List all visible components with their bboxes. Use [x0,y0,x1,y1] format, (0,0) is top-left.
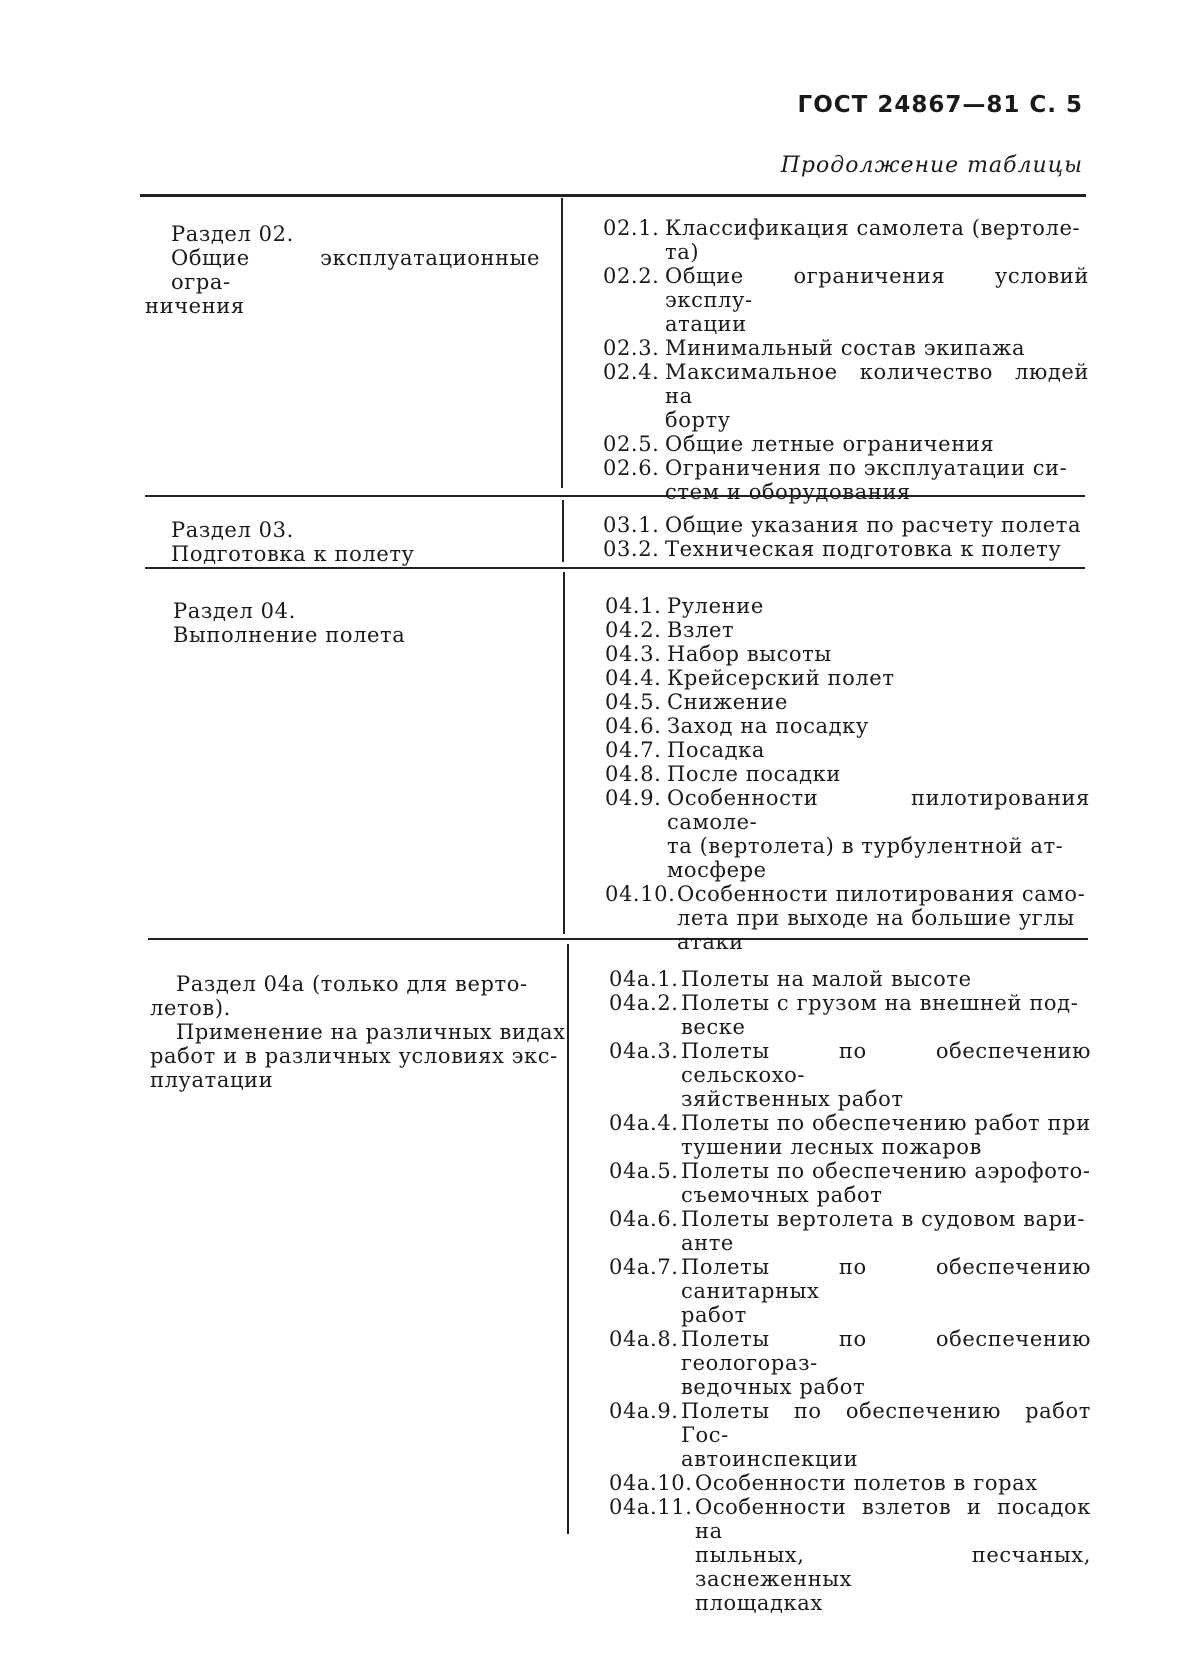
item-number: 02.1. [603,216,660,240]
list-item [605,594,1090,618]
list-item [605,738,1090,762]
list-item [603,336,1089,360]
item-text: Техническая подготовка к полету [665,537,1062,561]
item-text: Общие ограничения условий эксплу- атации [665,264,1089,336]
item-text: Полеты по обеспечению сельскохо- зяйственных работ [681,1039,1091,1111]
item-number: 02.6. [603,456,660,480]
list-item [609,1327,1091,1399]
item-number: 04а.5. [609,1159,679,1183]
item-text: Полеты по обеспечению аэрофото- съемочных работ [681,1159,1091,1207]
list-item [605,690,1090,714]
item-text: Особенности взлетов и посадок на пыльных, песчаных, заснеженных площадках [695,1495,1091,1615]
item-text: Полеты по обеспечению санитарных работ [681,1255,1091,1327]
item-number: 04.5. [605,690,662,714]
item-number: 03.2. [603,537,660,561]
list-item [603,264,1089,336]
item-number: 04а.3. [609,1039,679,1063]
section-title-line: плуатации [150,1068,274,1092]
item-text: Общие летные ограничения [665,432,995,456]
section-items [603,216,1089,504]
item-text: Крейсерский полет [667,666,895,690]
column-separator [563,572,565,934]
list-item [605,714,1090,738]
table-top-rule [140,194,1086,197]
section-title-line: Раздел 04. [173,599,296,623]
item-text: Снижение [667,690,789,714]
item-text: Полеты по обеспечению работ Гос- автоинспекции [681,1399,1091,1471]
section-items [605,594,1090,954]
item-text: Полеты на малой высоте [681,967,972,991]
list-item [609,991,1091,1039]
section-title-line: Применение на различных видах [176,1020,566,1044]
item-text: Особенности полетов в горах [695,1471,1038,1495]
item-text: Максимальное количество людей на борту [665,360,1089,432]
item-text: Набор высоты [667,642,832,666]
item-text: Особенности пилотирования само- лета при выходе на большие углы атаки [677,882,1086,954]
item-number: 04а.2. [609,991,679,1015]
list-item [605,618,1090,642]
list-item [609,967,1091,991]
item-number: 04.9. [605,786,662,810]
item-number: 02.3. [603,336,660,360]
section-title-line: Раздел 03. [171,518,294,542]
item-text: Полеты с грузом на внешней под- веске [681,991,1079,1039]
item-text: Ограничения по эксплуатации си- стем и оборудования [665,456,1068,504]
page-header: ГОСТ 24867—81 С. 5 [797,92,1083,118]
item-text: Классификация самолета (вертоле- та) [665,216,1081,264]
list-item [609,1111,1091,1159]
item-text: Руление [667,594,764,618]
section-title-line: Раздел 02. [171,222,294,246]
item-text: Посадка [667,738,766,762]
list-item [605,666,1090,690]
item-number: 04.2. [605,618,662,642]
list-item [609,1399,1091,1471]
item-number: 04.1. [605,594,662,618]
list-item [609,1495,1091,1615]
list-item [605,882,1090,954]
item-text: Полеты вертолета в судовом вари- анте [681,1207,1086,1255]
item-text: После посадки [667,762,841,786]
column-separator [562,500,564,562]
item-number: 02.5. [603,432,660,456]
section-title [147,599,542,647]
row-divider [145,567,1085,569]
item-text: Заход на посадку [667,714,869,738]
item-number: 04а.9. [609,1399,679,1423]
list-item [609,1039,1091,1111]
section-title-line: работ и в различных условиях экс- [150,1044,558,1068]
section-title-line: Раздел 04а (только для верто- [176,972,528,996]
section-title [145,518,540,566]
section-title [150,972,566,1092]
section-title-line: Подготовка к полету [171,542,415,566]
list-item [605,762,1090,786]
list-item [603,537,1089,561]
list-item [603,456,1089,504]
item-text: Особенности пилотирования самоле- та (вертолета) в турбулентной ат- мосфере [667,786,1090,882]
item-number: 02.2. [603,264,660,288]
section-title-line: ничения [145,294,245,318]
item-number: 04.7. [605,738,662,762]
item-text: Полеты по обеспечению геологораз- ведочных работ [681,1327,1091,1399]
item-number: 04а.11. [609,1495,693,1519]
item-number: 04а.8. [609,1327,679,1351]
section-items [603,513,1089,561]
section-title [145,222,540,318]
item-text: Полеты по обеспечению работ при тушении лесных пожаров [681,1111,1091,1159]
list-item [603,216,1089,264]
item-text: Минимальный состав экипажа [665,336,1026,360]
list-item [603,360,1089,432]
item-text: Общие указания по расчету полета [665,513,1082,537]
column-separator [567,944,569,1534]
list-item [603,513,1089,537]
list-item [603,432,1089,456]
section-title-line: летов). [150,996,231,1020]
item-number: 04а.7. [609,1255,679,1279]
list-item [605,642,1090,666]
item-number: 04а.6. [609,1207,679,1231]
item-number: 04.8. [605,762,662,786]
table-continuation-label: Продолжение таблицы [780,153,1083,178]
item-number: 04а.4. [609,1111,679,1135]
list-item [609,1471,1091,1495]
item-number: 04а.10. [609,1471,693,1495]
item-number: 04.4. [605,666,662,690]
item-text: Взлет [667,618,735,642]
section-items [609,967,1091,1615]
list-item [609,1255,1091,1327]
item-number: 03.1. [603,513,660,537]
item-number: 04а.1. [609,967,679,991]
item-number: 04.10. [605,882,676,906]
item-number: 02.4. [603,360,660,384]
list-item [605,786,1090,882]
section-title-line: Общие эксплуатационные огра- [171,246,540,294]
column-separator [561,198,563,488]
item-number: 04.6. [605,714,662,738]
list-item [609,1159,1091,1207]
list-item [609,1207,1091,1255]
section-title-line: Выполнение полета [173,623,406,647]
item-number: 04.3. [605,642,662,666]
